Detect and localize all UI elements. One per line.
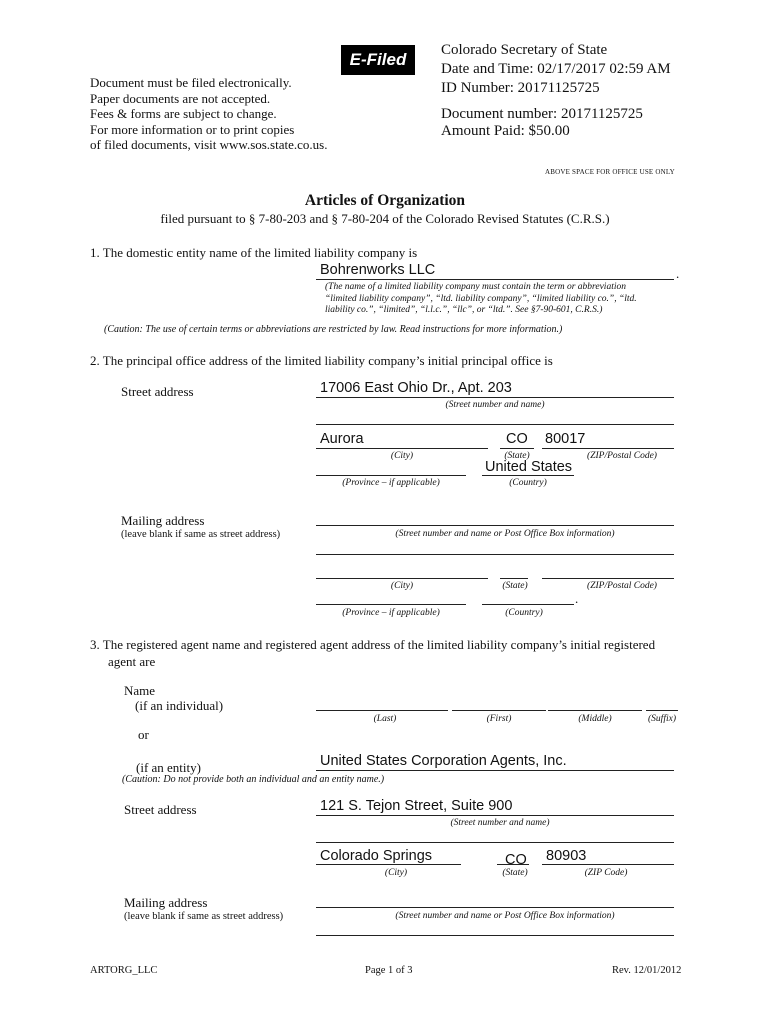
amount-paid: Amount Paid: $50.00 bbox=[441, 123, 570, 139]
principal-zip-line bbox=[542, 448, 674, 449]
filing-stamp bbox=[441, 41, 671, 98]
agent-city-caption: (City) bbox=[384, 868, 408, 878]
principal-city-caption: (City) bbox=[390, 451, 414, 461]
principal-mailing-line-2 bbox=[316, 554, 674, 555]
agent-street-value: 121 S. Tejon Street, Suite 900 bbox=[320, 798, 513, 814]
agent-state-line bbox=[497, 864, 529, 865]
mailing-zip-line bbox=[542, 578, 674, 579]
mailing-country-line bbox=[482, 604, 574, 605]
principal-province-caption: (Province – if applicable) bbox=[342, 478, 440, 488]
document-number: Document number: 20171125725 bbox=[441, 106, 643, 122]
mailing-province-caption: (Province – if applicable) bbox=[342, 608, 440, 618]
principal-state-caption: (State) bbox=[504, 451, 530, 461]
principal-mailing-label: Mailing address bbox=[121, 513, 205, 528]
principal-country-line bbox=[482, 475, 574, 476]
name-note-line: “limited liability company”, “ltd. liability company”, “limited liability co.”, “ltd. bbox=[325, 293, 637, 304]
agent-middle-line bbox=[548, 710, 642, 711]
agent-or-label: or bbox=[138, 727, 149, 742]
mailing-country-caption: (Country) bbox=[505, 608, 543, 618]
name-note-line: (The name of a limited liability company must contain the term or abbreviation bbox=[325, 282, 626, 292]
mailing-zip-caption: (ZIP/Postal Code) bbox=[587, 581, 657, 591]
section2-heading: 2. The principal office address of the limited liability company’s initial principal office is bbox=[90, 353, 553, 368]
agent-zip-caption: (ZIP Code) bbox=[584, 868, 628, 878]
stamp-line: ID Number: 20171125725 bbox=[441, 80, 600, 96]
agent-zip-line bbox=[542, 864, 674, 865]
principal-mailing-line bbox=[316, 525, 674, 526]
agent-street-line-2 bbox=[316, 842, 674, 843]
agent-street-caption: (Street number and name) bbox=[450, 818, 550, 828]
principal-state-line bbox=[500, 448, 534, 449]
principal-street-value: 17006 East Ohio Dr., Apt. 203 bbox=[320, 380, 512, 396]
agent-last-caption: (Last) bbox=[373, 714, 397, 724]
stamp-line: Colorado Secretary of State bbox=[441, 42, 608, 58]
name-note-line: liability co.”, “limited”, “l.l.c.”, “llc”, or “ltd.”. See §7-90-601, C.R.S.) bbox=[325, 305, 603, 315]
footer-page-number: Page 1 of 3 bbox=[365, 965, 413, 976]
agent-name-label: Name bbox=[124, 683, 156, 698]
agent-city-value: Colorado Springs bbox=[320, 848, 433, 864]
principal-zip-caption: (ZIP/Postal Code) bbox=[587, 451, 657, 461]
agent-individual-label: (if an individual) bbox=[135, 698, 224, 713]
agent-mailing-caption: (Street number and name or Post Office Box information) bbox=[395, 911, 615, 921]
logo-text: E-Filed bbox=[349, 50, 407, 69]
section3-heading bbox=[90, 636, 655, 670]
agent-caution: (Caution: Do not provide both an individual and an entity name.) bbox=[122, 774, 385, 785]
footer-form-id: ARTORG_LLC bbox=[90, 965, 158, 976]
agent-mailing-label: Mailing address bbox=[124, 895, 208, 910]
agent-state-value: CO bbox=[505, 852, 527, 868]
office-use-note: ABOVE SPACE FOR OFFICE USE ONLY bbox=[545, 168, 675, 176]
principal-province-line bbox=[316, 475, 466, 476]
principal-mailing-caption: (Street number and name or Post Office Box information) bbox=[395, 529, 615, 539]
notice-line: For more information or to print copies bbox=[90, 121, 295, 137]
page-subtitle: filed pursuant to § 7-80-203 and § 7-80-204 of the Colorado Revised Statutes (C.R.S.) bbox=[160, 211, 610, 226]
principal-street-caption: (Street number and name) bbox=[445, 400, 545, 410]
stamp-line: Date and Time: 02/17/2017 02:59 AM bbox=[441, 61, 671, 77]
mailing-country-period: . bbox=[575, 591, 579, 606]
principal-street-label: Street address bbox=[121, 384, 194, 399]
principal-street-line-2 bbox=[316, 424, 674, 425]
section3-heading-line: agent are bbox=[108, 654, 156, 669]
principal-city-value: Aurora bbox=[320, 431, 364, 447]
mailing-city-caption: (City) bbox=[390, 581, 414, 591]
agent-middle-caption: (Middle) bbox=[578, 714, 612, 724]
footer-revision: Rev. 12/01/2012 bbox=[612, 965, 682, 976]
page-title: Articles of Organization bbox=[304, 192, 466, 209]
notice-line: Fees & forms are subject to change. bbox=[90, 106, 277, 121]
principal-zip-value: 80017 bbox=[545, 431, 586, 447]
agent-street-line bbox=[316, 815, 674, 816]
agent-first-line bbox=[452, 710, 546, 711]
section1-caution: (Caution: The use of certain terms or abbreviations are restricted by law. Read instructions for more information.) bbox=[104, 324, 563, 335]
principal-city-line bbox=[316, 448, 488, 449]
agent-street-label: Street address bbox=[124, 802, 197, 817]
agent-zip-value: 80903 bbox=[546, 848, 587, 864]
agent-mailing-sub: (leave blank if same as street address) bbox=[124, 911, 284, 922]
agent-entity-label: (if an entity) bbox=[136, 760, 201, 775]
principal-state-value: CO bbox=[506, 431, 528, 447]
agent-state-caption: (State) bbox=[502, 868, 528, 878]
section1-heading: 1. The domestic entity name of the limited liability company is bbox=[90, 245, 418, 260]
entity-name-value: Bohrenworks LLC bbox=[320, 262, 436, 278]
agent-entity-line bbox=[316, 770, 674, 771]
agent-entity-value: United States Corporation Agents, Inc. bbox=[320, 753, 567, 769]
mailing-state-line bbox=[500, 578, 528, 579]
document-info bbox=[441, 106, 643, 140]
filing-notice bbox=[90, 75, 327, 153]
section3-heading-line: 3. The registered agent name and registered agent address of the limited liability company’s initial registered bbox=[90, 637, 656, 652]
mailing-state-caption: (State) bbox=[502, 581, 528, 591]
mailing-city-line bbox=[316, 578, 488, 579]
name-note bbox=[325, 282, 637, 317]
principal-country-caption: (Country) bbox=[509, 478, 547, 488]
entity-name-period: . bbox=[676, 266, 680, 281]
agent-mailing-line bbox=[316, 907, 674, 908]
principal-street-line bbox=[316, 397, 674, 398]
agent-suffix-line bbox=[646, 710, 678, 711]
principal-mailing-sub: (leave blank if same as street address) bbox=[121, 529, 281, 540]
efiled-logo bbox=[341, 45, 415, 75]
principal-country-value: United States bbox=[485, 459, 573, 475]
mailing-province-line bbox=[316, 604, 466, 605]
agent-city-line bbox=[316, 864, 461, 865]
agent-first-caption: (First) bbox=[486, 714, 512, 724]
agent-suffix-caption: (Suffix) bbox=[648, 714, 676, 724]
notice-line: of filed documents, visit www.sos.state.co.us. bbox=[90, 137, 328, 152]
notice-line: Paper documents are not accepted. bbox=[90, 90, 271, 106]
agent-mailing-line-2 bbox=[316, 935, 674, 936]
notice-line: Document must be filed electronically. bbox=[90, 75, 292, 90]
agent-last-line bbox=[316, 710, 448, 711]
entity-name-line bbox=[316, 279, 674, 280]
